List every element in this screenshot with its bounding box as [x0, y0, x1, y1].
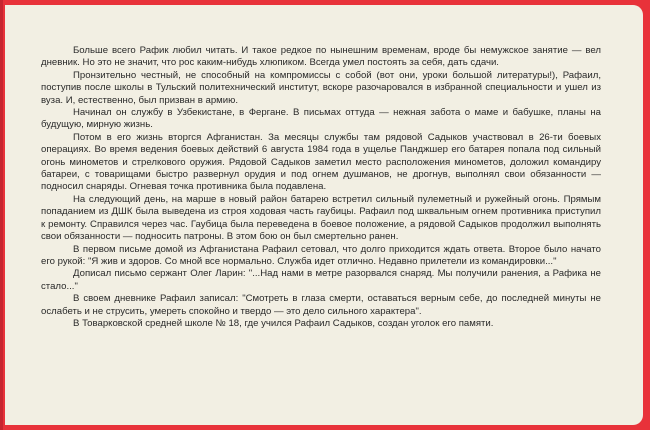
paragraph-2: Пронзительно честный, не способный на компромиссы с собой (вот они, уроки большой литературы!), Рафаил, поступив после школы в Тульский политехнический институт, вскоре разочаровался в избранной специальности и ушел из вуза. И, естественно, был призван в армию.: [41, 69, 601, 106]
paragraph-6: В первом письме домой из Афганистана Рафаил сетовал, что долго приходится ждать ответа. Второе было начато его рукой: "Я жив и здоров. Со мной все нормально. Служба идет отлично. Недавно прилетели из командировки...": [41, 243, 601, 267]
paragraph-5: На следующий день, на марше в новый район батарею встретил сильный пулеметный и ружейный огонь. Прямым попаданием из ДШК была выведена из строя ходовая часть гаубицы. Рафаил под шквальным огнем противника приступил к ремонту. Справился через час. Гаубица была переведена в боевое положение, а рядовой Садыков продолжил выполнять свои обязанности — подносить патроны. В этом бою он был смертельно ранен.: [41, 193, 601, 243]
paragraph-8: В своем дневнике Рафаил записал: "Смотреть в глаза смерти, оставаться верным себе, до последней минуты не ослабеть и не струсить, умереть спокойно и твердо — это дело сильного характера".: [41, 293, 601, 317]
page-edge: [0, 0, 3, 430]
paragraph-7: Дописал письмо сержант Олег Ларин: "...Над нами в метре разорвался снаряд. Мы получили ранения, а Рафика не стало...": [41, 268, 601, 292]
document-page: [5, 5, 643, 425]
paragraph-3: Начинал он службу в Узбекистане, в Фергане. В письмах оттуда — нежная забота о маме и бабушке, планы на будущую, мирную жизнь.: [41, 107, 601, 131]
body-text: [41, 45, 601, 330]
paragraph-4: Потом в его жизнь вторгся Афганистан. За месяцы службы там рядовой Садыков участвовал в 26-ти боевых операциях. Во время ведения боевых действий 6 августа 1984 года в ущелье Панджшер его батарея попала под сильный огонь минометов и стрелкового оружия. Рядовой Садыков заметил место расположения минометов, доложил командиру батареи, с товарищами быстро развернул орудия и под огнем душманов, не дрогнув, выполнял свои обязанности — подносил снаряды. Огневая точка противника была подавлена.: [41, 131, 601, 193]
paragraph-1: Больше всего Рафик любил читать. И такое редкое по нынешним временам, вроде бы немужское занятие — вел дневник. Но это не значит, что рос каким-нибудь хлюпиком. Всегда умел постоять за себя, дать сдачи.: [41, 45, 601, 69]
paragraph-9: В Товарковской средней школе № 18, где учился Рафаил Садыков, создан уголок его памяти.: [73, 317, 494, 329]
